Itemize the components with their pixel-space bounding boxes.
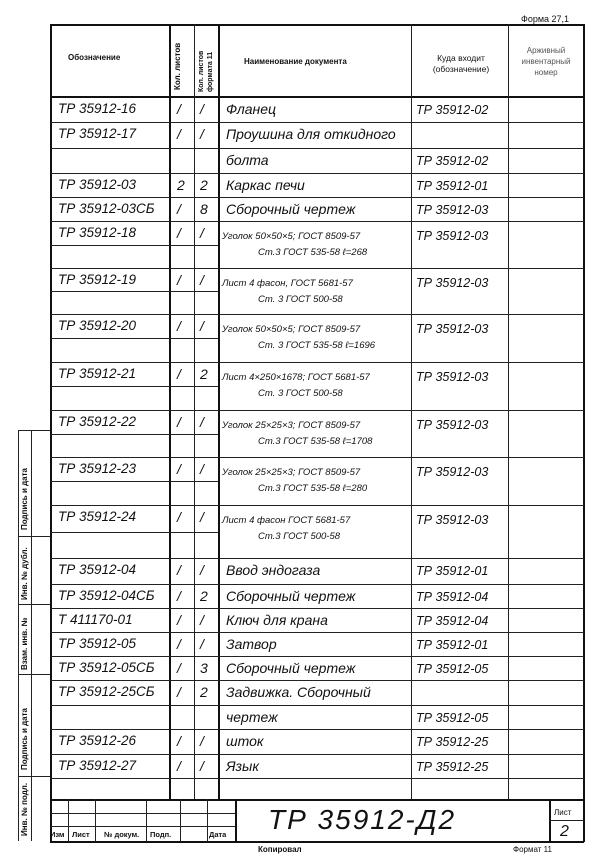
- row-mid-line: [50, 338, 218, 339]
- cell-sheets-format: /: [200, 733, 204, 749]
- row-mid-line: [50, 245, 218, 246]
- cell-sheets: /: [177, 684, 181, 700]
- cell-where-used: ТР 35912-25: [416, 760, 489, 774]
- cell-sheets-format: /: [200, 414, 204, 430]
- tb-col-5: [207, 799, 208, 842]
- cell-doc-name-line-1: Уголок 50×50×5; ГОСТ 8509-57: [222, 231, 361, 242]
- row-line: [50, 778, 584, 779]
- cell-doc-name-line-2: Ст.3 ГОСТ 535-58 ℓ=268: [258, 247, 368, 258]
- cell-sheets-format: 2: [200, 684, 208, 700]
- tb-col-2: [95, 799, 96, 842]
- cell-designation: ТР 35912-25СБ: [58, 684, 155, 699]
- cell-where-used: ТР 35912-03: [416, 465, 489, 479]
- tb-col-sheet: Лист: [72, 830, 90, 839]
- cell-sheets: /: [177, 461, 181, 477]
- cell-sheets: /: [177, 588, 181, 604]
- cell-sheets-format: /: [200, 272, 204, 288]
- cell-doc-name-line-1: Лист 4×250×1678; ГОСТ 5681-57: [222, 372, 370, 383]
- cell-sheets: /: [177, 636, 181, 652]
- tb-col-4: [180, 799, 181, 842]
- row-line: [50, 656, 584, 657]
- tb-col-doc: № докум.: [104, 830, 140, 839]
- row-line: [50, 314, 584, 315]
- cell-sheets-format: /: [200, 612, 204, 628]
- sheet-number: 2: [560, 823, 569, 840]
- header-divider: [50, 96, 584, 98]
- cell-sheets: /: [177, 660, 181, 676]
- title-block-top: [50, 799, 584, 801]
- side-strip-top: [18, 430, 50, 431]
- side-label-sign-date: Подпись и дата: [20, 468, 29, 530]
- cell-sheets: /: [177, 201, 181, 217]
- cell-where-used: ТР 35912-03: [416, 418, 489, 432]
- cell-doc-name-line-2: Ст. 3 ГОСТ 500-58: [258, 388, 343, 399]
- cell-doc-name-line-2: Ст.3 ГОСТ 535-58 ℓ=280: [258, 483, 368, 494]
- cell-doc-name: Сборочный чертеж: [226, 201, 356, 217]
- cell-sheets-format: /: [200, 758, 204, 774]
- side-label-sign-date-2: Подпись и дата: [20, 708, 29, 770]
- cell-designation: ТР 35912-05: [58, 636, 137, 651]
- side-strip-outer: [18, 430, 19, 841]
- cell-sheets: /: [177, 612, 181, 628]
- tb-col-1: [68, 799, 69, 842]
- cell-sheets-format: /: [200, 636, 204, 652]
- cell-where-used: ТР 35912-03: [416, 276, 489, 290]
- frame-left: [50, 24, 52, 842]
- cell-sheets: /: [177, 225, 181, 241]
- cell-sheets-format: 2: [200, 177, 208, 193]
- row-line: [50, 558, 584, 559]
- frame-bottom: [50, 841, 584, 843]
- cell-where-used: ТР 35912-03: [416, 513, 489, 527]
- header-where-used: Куда входит (обозначение): [432, 53, 490, 74]
- cell-doc-name-line-2: Ст.3 ГОСТ 535-58 ℓ=1708: [258, 436, 373, 447]
- cell-sheets-format: 8: [200, 201, 208, 217]
- header-doc-name: Наименование документа: [244, 57, 347, 66]
- cell-doc-name: Фланец: [226, 101, 276, 117]
- cell-doc-name: Проушина для откидного: [226, 126, 396, 142]
- row-line: [50, 362, 584, 363]
- doc-code: ТР 35912-Д2: [268, 804, 457, 835]
- cell-sheets-format: /: [200, 318, 204, 334]
- cell-sheets-format: /: [200, 225, 204, 241]
- cell-where-used: ТР 35912-03: [416, 229, 489, 243]
- cell-designation: Т 411170-01: [58, 612, 133, 627]
- side-label-dup-inv: Инв. № дубл.: [20, 547, 29, 600]
- tb-col-sign: Подп.: [150, 830, 172, 839]
- row-line: [50, 505, 584, 506]
- cell-where-used: ТР 35912-03: [416, 322, 489, 336]
- cell-sheets-format: /: [200, 126, 204, 142]
- cell-doc-name-line-1: Уголок 25×25×3; ГОСТ 8509-57: [222, 420, 361, 431]
- cell-doc-name: Сборочный чертеж: [226, 588, 356, 604]
- cell-doc-name: Ключ для крана: [226, 612, 328, 628]
- cell-where-used: ТР 35912-04: [416, 590, 489, 604]
- row-line: [50, 608, 584, 609]
- row-line: [50, 268, 584, 269]
- cell-doc-name: Затвор: [226, 636, 277, 652]
- col-div-4: [411, 24, 412, 799]
- cell-designation: ТР 35912-18: [58, 225, 137, 240]
- col-div-2: [194, 24, 195, 799]
- cell-doc-name: Каркас печи: [226, 177, 305, 193]
- header-sheets: Кол. листов: [173, 42, 182, 90]
- row-line: [50, 705, 584, 706]
- cell-sheets: /: [177, 733, 181, 749]
- cell-designation: ТР 35912-03СБ: [58, 201, 155, 216]
- cell-where-used: ТР 35912-03: [416, 370, 489, 384]
- cell-designation: ТР 35912-17: [58, 126, 137, 141]
- cell-where-used: ТР 35912-25: [416, 735, 489, 749]
- row-line: [50, 197, 584, 198]
- side-sep-3: [18, 674, 50, 675]
- cell-where-used: ТР 35912-01: [416, 638, 489, 652]
- cell-sheets: 2: [177, 177, 185, 193]
- row-line: [50, 584, 584, 585]
- cell-doc-name-line-2: Ст. 3 ГОСТ 500-58: [258, 294, 343, 305]
- header-designation: Обозначение: [68, 53, 121, 62]
- cell-designation: ТР 35912-27: [58, 758, 137, 773]
- cell-where-used: ТР 35912-05: [416, 662, 489, 676]
- row-mid-line: [50, 532, 218, 533]
- header-sheets-format: Кол. листов формата 11: [198, 50, 214, 92]
- sheet-label: Лист: [554, 808, 572, 817]
- row-line: [50, 410, 584, 411]
- cell-sheets: /: [177, 562, 181, 578]
- cell-designation: ТР 35912-04: [58, 562, 137, 577]
- cell-sheets: /: [177, 272, 181, 288]
- cell-sheets-format: /: [200, 509, 204, 525]
- frame-right: [583, 24, 585, 842]
- cell-where-used: ТР 35912-02: [416, 103, 489, 117]
- cell-doc-name: чертеж: [226, 709, 278, 725]
- header-inventory: Арживный инвентарный номер: [521, 46, 571, 77]
- tb-col-3: [146, 799, 147, 842]
- cell-sheets: /: [177, 414, 181, 430]
- cell-designation: ТР 35912-03: [58, 177, 137, 192]
- cell-where-used: ТР 35912-04: [416, 614, 489, 628]
- form-label: Форма 27,1: [521, 14, 570, 24]
- row-line: [50, 148, 584, 149]
- tb-col-change: Изм: [50, 830, 65, 839]
- row-line: [50, 457, 584, 458]
- side-label-orig-inv: Инв. № подл.: [20, 782, 29, 836]
- cell-doc-name-line-2: Ст.3 ГОСТ 500-58: [258, 531, 341, 542]
- cell-sheets: /: [177, 318, 181, 334]
- row-mid-line: [50, 481, 218, 482]
- row-mid-line: [50, 434, 218, 435]
- row-mid-line: [50, 386, 218, 387]
- cell-sheets-format: 2: [200, 588, 208, 604]
- cell-designation: ТР 35912-24: [58, 509, 137, 524]
- cell-designation: ТР 35912-22: [58, 414, 137, 429]
- cell-designation: ТР 35912-04СБ: [58, 588, 155, 603]
- cell-doc-name: Задвижка. Сборочный: [226, 684, 371, 700]
- cell-doc-name: Язык: [226, 758, 259, 774]
- tb-sheet-sep: [549, 820, 584, 821]
- cell-doc-name-line-1: Лист 4 фасон, ГОСТ 5681-57: [222, 278, 353, 289]
- cell-where-used: ТР 35912-01: [416, 564, 489, 578]
- tb-col-6: [235, 799, 237, 842]
- cell-sheets-format: /: [200, 461, 204, 477]
- cell-where-used: ТР 35912-01: [416, 179, 489, 193]
- cell-doc-name: Ввод эндогаза: [226, 562, 321, 578]
- cell-sheets-format: 2: [200, 366, 208, 382]
- row-line: [50, 754, 584, 755]
- cell-where-used: ТР 35912-05: [416, 711, 489, 725]
- cell-designation: ТР 35912-19: [58, 272, 137, 287]
- col-div-3: [218, 24, 220, 799]
- cell-sheets: /: [177, 101, 181, 117]
- side-sep-4: [18, 776, 50, 777]
- side-sep-2: [18, 604, 50, 605]
- cell-doc-name-line-1: Уголок 50×50×5; ГОСТ 8509-57: [222, 324, 361, 335]
- side-label-repl-inv: Взам. инв. №: [20, 617, 29, 670]
- cell-where-used: ТР 35912-02: [416, 154, 489, 168]
- tb-col-date: Дата: [209, 830, 227, 839]
- cell-designation: ТР 35912-20: [58, 318, 137, 333]
- cell-doc-name: Сборочный чертеж: [226, 660, 356, 676]
- side-strip-inner: [31, 430, 32, 841]
- col-div-5: [508, 24, 509, 799]
- cell-designation: ТР 35912-16: [58, 101, 137, 116]
- row-line: [50, 221, 584, 222]
- cell-designation: ТР 35912-23: [58, 461, 137, 476]
- row-mid-line: [50, 291, 218, 292]
- cell-sheets: /: [177, 509, 181, 525]
- cell-doc-name-line-1: Лист 4 фасон ГОСТ 5681-57: [222, 515, 351, 526]
- cell-designation: ТР 35912-21: [58, 366, 137, 381]
- footer-copied: Копировал: [258, 845, 302, 854]
- cell-doc-name: шток: [226, 733, 264, 749]
- cell-sheets: /: [177, 366, 181, 382]
- cell-doc-name: болта: [226, 152, 269, 168]
- frame-top: [50, 24, 584, 26]
- cell-sheets-format: 3: [200, 660, 208, 676]
- cell-sheets: /: [177, 758, 181, 774]
- footer-format: Формат 11: [513, 845, 552, 854]
- row-line: [50, 680, 584, 681]
- row-line: [50, 729, 584, 730]
- cell-doc-name-line-1: Уголок 25×25×3; ГОСТ 8509-57: [222, 467, 361, 478]
- cell-sheets: /: [177, 126, 181, 142]
- row-line: [50, 173, 584, 174]
- cell-sheets-format: /: [200, 101, 204, 117]
- col-div-1: [169, 24, 171, 799]
- row-line: [50, 632, 584, 633]
- row-line: [50, 122, 584, 123]
- cell-doc-name-line-2: Ст. 3 ГОСТ 535-58 ℓ=1696: [258, 340, 376, 351]
- cell-designation: ТР 35912-05СБ: [58, 660, 155, 675]
- cell-sheets-format: /: [200, 562, 204, 578]
- side-sep-1: [18, 536, 50, 537]
- cell-where-used: ТР 35912-03: [416, 203, 489, 217]
- cell-designation: ТР 35912-26: [58, 733, 137, 748]
